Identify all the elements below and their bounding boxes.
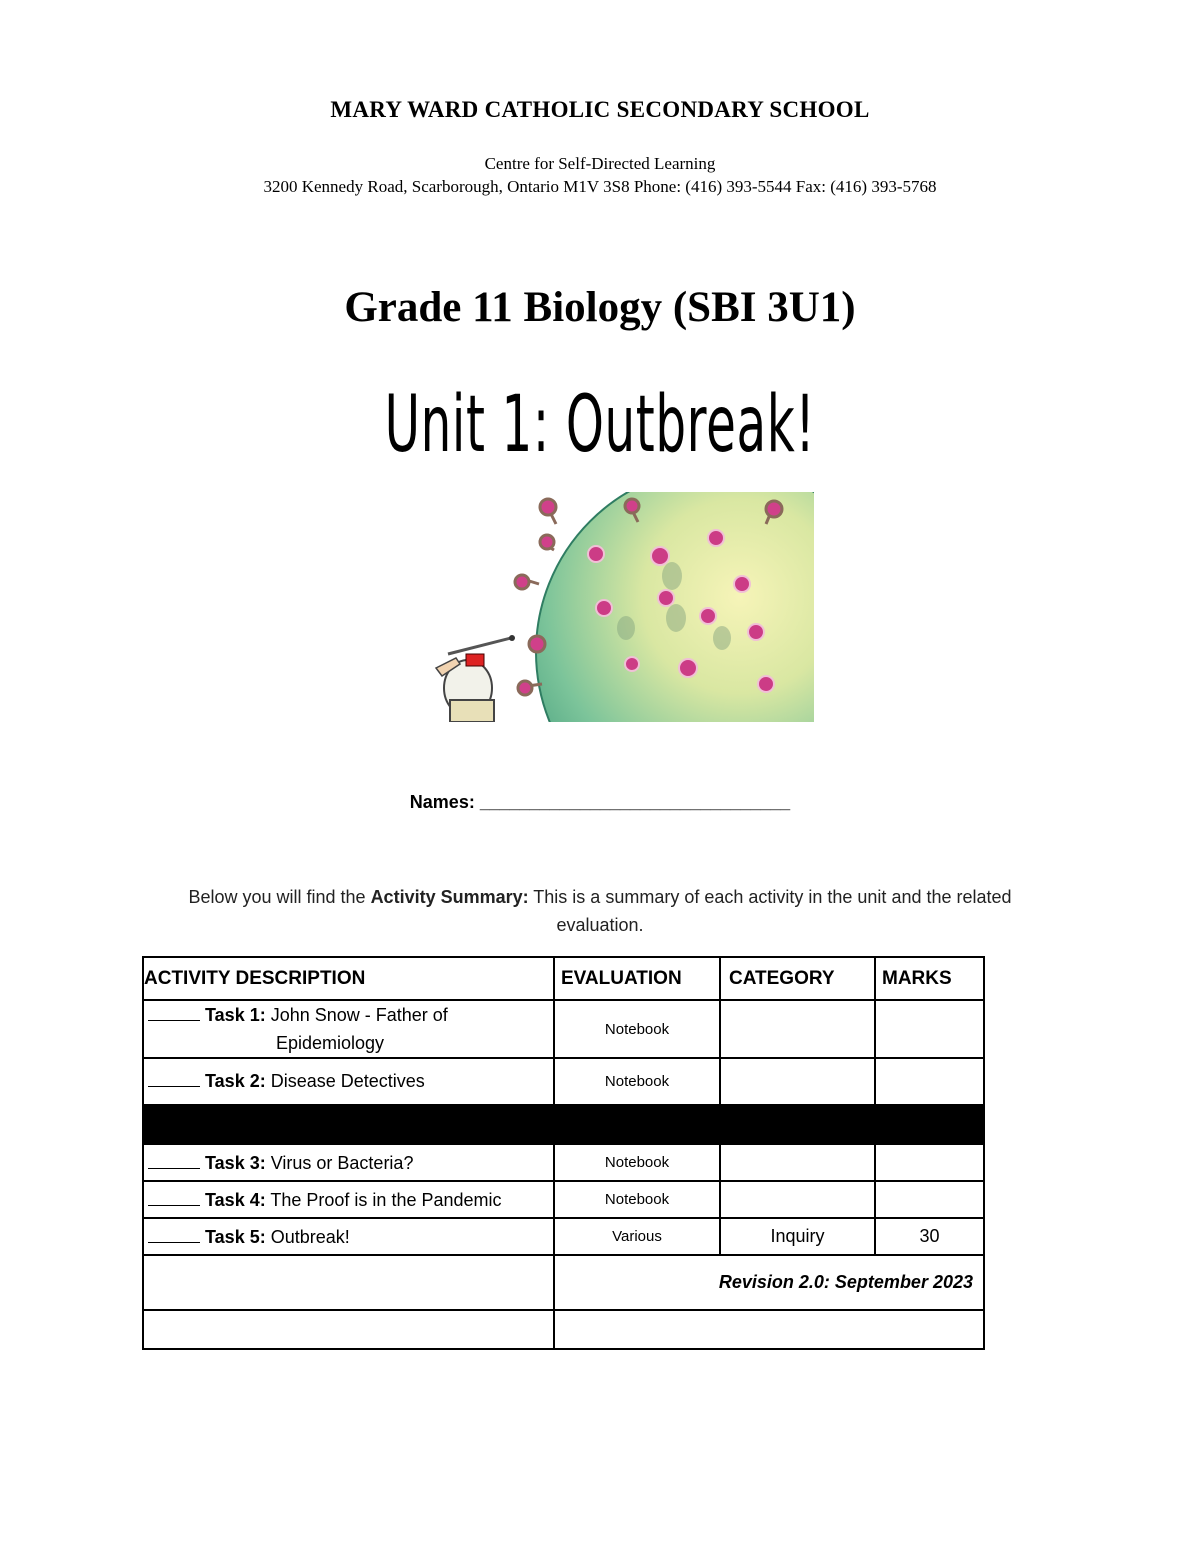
task-evaluation: Notebook (554, 1144, 720, 1181)
course-title: Grade 11 Biology (SBI 3U1) (344, 284, 856, 331)
task-category (720, 1058, 875, 1105)
task-marks: 30 (875, 1218, 984, 1255)
header-evaluation: EVALUATION (554, 957, 720, 1000)
task-category (720, 1181, 875, 1218)
task-text: Virus or Bacteria? (265, 1152, 414, 1173)
centre-name: Centre for Self-Directed Learning (484, 154, 716, 173)
empty-cell (143, 1255, 554, 1310)
separator-cell (554, 1105, 720, 1144)
empty-cell (554, 1310, 984, 1349)
separator-cell (720, 1105, 875, 1144)
task-3-description (143, 1144, 554, 1181)
task-evaluation: Notebook (554, 1181, 720, 1218)
table-row (143, 1058, 984, 1105)
intro-text-after: This is a summary of each activity in the unit and the related evaluation. (528, 887, 1012, 935)
table-row (143, 1310, 984, 1349)
task-label: Task 5: (205, 1226, 266, 1247)
table-row (143, 1000, 984, 1058)
task-text: Disease Detectives (265, 1071, 425, 1091)
task-checkbox-line[interactable] (148, 1004, 200, 1021)
task-label: Task 4: (205, 1189, 266, 1210)
names-blank-line[interactable]: _______________________________ (479, 792, 791, 812)
task-text: John Snow - Father of (265, 1005, 448, 1025)
task-2-description (143, 1058, 554, 1105)
table-header-row (143, 957, 984, 1000)
revision-note: Revision 2.0: September 2023 (554, 1255, 984, 1310)
task-evaluation: Various (554, 1218, 720, 1255)
task-1-description (143, 1000, 554, 1058)
task-checkbox-line[interactable] (148, 1189, 200, 1206)
header-marks: MARKS (875, 957, 984, 1000)
school-name: MARY WARD CATHOLIC SECONDARY SCHOOL (330, 97, 870, 122)
activity-summary-table (142, 956, 985, 1350)
task-category (720, 1144, 875, 1181)
task-marks (875, 1181, 984, 1218)
virus-golfer-illustration (426, 492, 814, 722)
table-row (143, 1181, 984, 1218)
intro-paragraph (145, 883, 1055, 939)
table-row (143, 1255, 984, 1310)
task-label: Task 2: (205, 1071, 266, 1091)
names-label: Names: (409, 792, 475, 812)
separator-cell (143, 1105, 554, 1144)
empty-cell (143, 1310, 554, 1349)
task-category (720, 1000, 875, 1058)
unit-title: Unit 1: Outbreak! (384, 380, 816, 470)
header-activity-description: ACTIVITY DESCRIPTION (143, 957, 554, 1000)
task-text: Outbreak! (265, 1226, 350, 1247)
task-evaluation: Notebook (554, 1000, 720, 1058)
table-separator-row (143, 1105, 984, 1144)
task-5-description (143, 1218, 554, 1255)
task-marks (875, 1058, 984, 1105)
separator-cell (875, 1105, 984, 1144)
task-checkbox-line[interactable] (148, 1070, 200, 1087)
task-text-continued: Epidemiology (276, 1033, 385, 1053)
table-row (143, 1144, 984, 1181)
task-checkbox-line[interactable] (148, 1152, 200, 1169)
task-4-description (143, 1181, 554, 1218)
task-text: The Proof is in the Pandemic (265, 1189, 502, 1210)
task-marks (875, 1144, 984, 1181)
golfer-figure (436, 635, 515, 722)
names-field[interactable] (0, 792, 1200, 813)
school-address: 3200 Kennedy Road, Scarborough, Ontario M1V 3S8 Phone: (416) 393-5544 Fax: (416) 393-5768 (263, 177, 937, 196)
table-row (143, 1218, 984, 1255)
intro-bold-term: Activity Summary: (370, 887, 529, 907)
task-category: Inquiry (720, 1218, 875, 1255)
task-marks (875, 1000, 984, 1058)
task-checkbox-line[interactable] (148, 1226, 200, 1243)
task-label: Task 1: (205, 1005, 266, 1025)
task-evaluation: Notebook (554, 1058, 720, 1105)
header-category: CATEGORY (720, 957, 875, 1000)
task-label: Task 3: (205, 1152, 266, 1173)
intro-text-before: Below you will find the (188, 887, 371, 907)
